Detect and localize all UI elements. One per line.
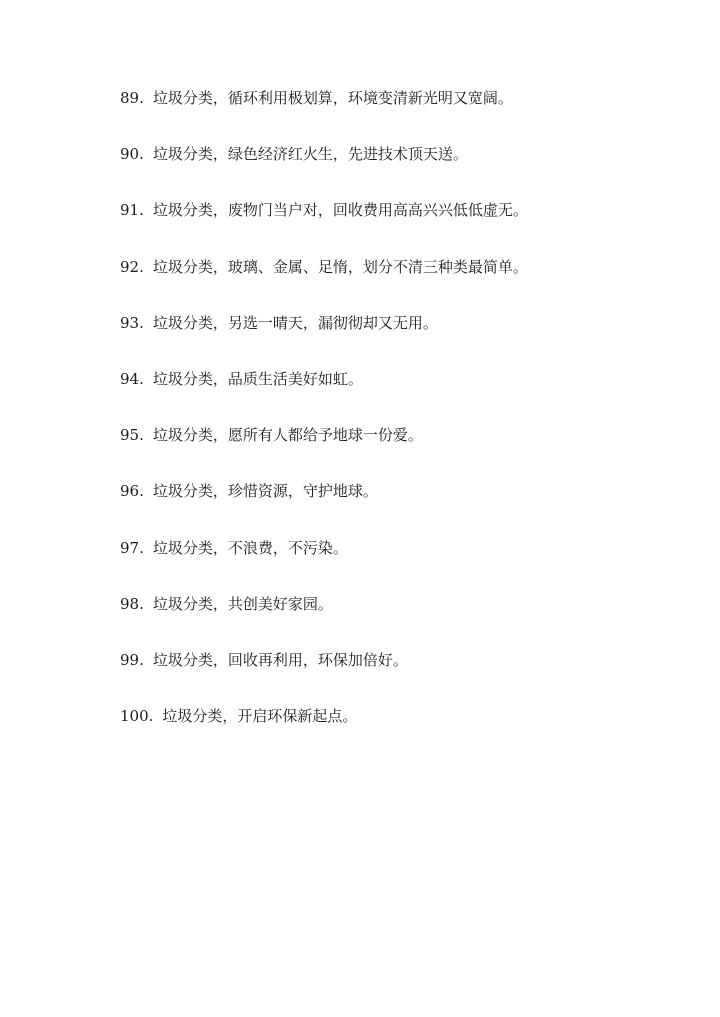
list-item: [120, 648, 680, 704]
list-item: [120, 311, 680, 367]
item-text: 垃圾分类，珍惜资源，守护地球。: [152, 482, 378, 501]
item-number: 91.: [120, 201, 144, 220]
item-text: 垃圾分类，另选一晴天，漏彻彻却又无用。: [152, 313, 438, 332]
list-item: [120, 86, 680, 142]
list-item: [120, 142, 680, 198]
item-text: 垃圾分类，玻璃、金属、足惰，划分不清三种类最简单。: [152, 257, 528, 276]
item-text: 垃圾分类，共创美好家园。: [152, 594, 333, 613]
item-number: 94.: [120, 369, 144, 388]
item-number: 95.: [120, 426, 144, 445]
list-item: [120, 367, 680, 423]
item-text: 垃圾分类，废物门当户对，回收费用高高兴兴低低虚无。: [152, 201, 528, 220]
item-number: 98.: [120, 594, 144, 613]
list-item: [120, 479, 680, 535]
item-text: 垃圾分类，绿色经济红火生，先进技术顶天送。: [152, 145, 468, 164]
item-text: 垃圾分类，回收再利用，环保加倍好。: [152, 650, 408, 669]
item-text: 垃圾分类，品质生活美好如虹。: [152, 369, 363, 388]
item-text: 垃圾分类，开启环保新起点。: [162, 707, 358, 726]
slogan-list: [120, 86, 680, 760]
list-item: [120, 255, 680, 311]
list-item: [120, 198, 680, 254]
item-number: 96.: [120, 482, 144, 501]
item-number: 99.: [120, 650, 144, 669]
list-item: [120, 536, 680, 592]
item-number: 93.: [120, 313, 144, 332]
list-item: [120, 592, 680, 648]
item-number: 100.: [120, 707, 154, 726]
item-number: 89.: [120, 89, 144, 107]
list-item: [120, 704, 680, 760]
item-number: 92.: [120, 257, 144, 276]
item-text: 垃圾分类，循环利用极划算，环境变清新光明又宽阔。: [152, 89, 513, 107]
item-text: 垃圾分类，不浪费，不污染。: [152, 538, 348, 557]
item-number: 97.: [120, 538, 144, 557]
item-number: 90.: [120, 145, 144, 164]
list-item: [120, 423, 680, 479]
item-text: 垃圾分类，愿所有人都给予地球一份爱。: [152, 426, 423, 445]
